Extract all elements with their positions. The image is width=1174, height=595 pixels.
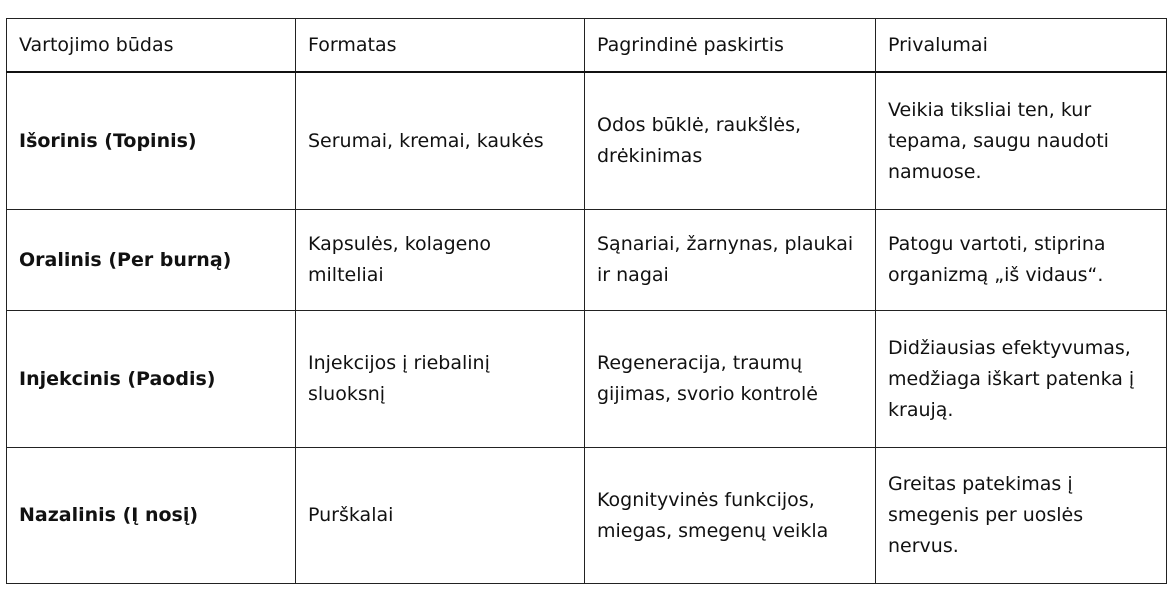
- cell-method: Oralinis (Per burną): [7, 210, 296, 311]
- cell-benefits: Veikia tiksliai ten, kur tepama, saugu naudoti namuose.: [876, 72, 1167, 210]
- table-row: [7, 311, 1167, 448]
- table-header-row: [7, 19, 1167, 73]
- cell-purpose: Kognityvinės funkcijos, miegas, smegenų veikla: [585, 448, 876, 584]
- header-method: Vartojimo būdas: [7, 19, 296, 73]
- cell-format: Kapsulės, kolageno milteliai: [296, 210, 585, 311]
- cell-method: Nazalinis (Į nosį): [7, 448, 296, 584]
- table-row: [7, 210, 1167, 311]
- cell-method: Išorinis (Topinis): [7, 72, 296, 210]
- table-row: [7, 448, 1167, 584]
- cell-benefits: Patogu vartoti, stiprina organizmą „iš vidaus“.: [876, 210, 1167, 311]
- administration-methods-table: [6, 18, 1167, 584]
- header-benefits: Privalumai: [876, 19, 1167, 73]
- cell-purpose: Regeneracija, traumų gijimas, svorio kontrolė: [585, 311, 876, 448]
- comparison-table-container: [6, 18, 1167, 584]
- cell-benefits: Didžiausias efektyvumas, medžiaga iškart patenka į kraują.: [876, 311, 1167, 448]
- cell-format: Purškalai: [296, 448, 585, 584]
- cell-method: Injekcinis (Paodis): [7, 311, 296, 448]
- table-row: [7, 72, 1167, 210]
- cell-format: Serumai, kremai, kaukės: [296, 72, 585, 210]
- cell-purpose: Odos būklė, raukšlės, drėkinimas: [585, 72, 876, 210]
- header-purpose: Pagrindinė paskirtis: [585, 19, 876, 73]
- header-format: Formatas: [296, 19, 585, 73]
- cell-benefits: Greitas patekimas į smegenis per uoslės nervus.: [876, 448, 1167, 584]
- cell-format: Injekcijos į riebalinį sluoksnį: [296, 311, 585, 448]
- cell-purpose: Sąnariai, žarnynas, plaukai ir nagai: [585, 210, 876, 311]
